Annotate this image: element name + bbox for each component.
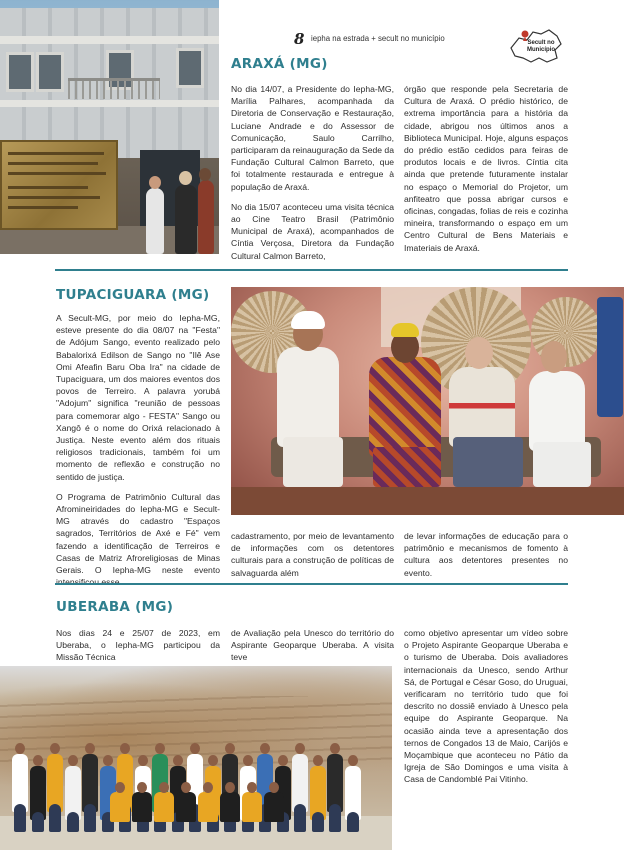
araxa-column-1 — [231, 83, 394, 270]
paragraph: de levar informações de educação para o patrimônio e mecanismos de fomento à cultura aos detentores presentes no evento. — [404, 531, 568, 578]
paragraph: como objetivo apresentar um vídeo sobre o Projeto Aspirante Geoparque Uberaba e o turismo de Uberaba. Dois avaliadores internacionais da Unesco, sendo Arthur Sá, de Portugal e César Goso, do Uruguai, verificaram no território tudo que foi descrito no dossiê enviado à Unesco pela equipe do Aspirante Geoparque. Na ocasião ainda teve a apresentação dos ternos de Congados 13 de Maio, Carijós e Moçambique que aconteceu no Pátio da Igreja de São Domingos e uma visita à Casa de Candomblé Pai Vitinho. — [404, 628, 568, 785]
tupaciguara-column-1 — [56, 312, 220, 596]
paragraph: A Secult-MG, por meio do Iepha-MG, esteve presente do dia 08/07 na "Festa" de Adójum Sango, evento realizado pelo Babalorixá Edilson de Sango no "Ilê Ase Omi Afeafin Baru Oba Ira" na cidade de Tupaciguara, um dos maiores eventos dos povos de Terreiro. A palavra yorubá "Adojum" significa "reunião de pessoas para comemorar algo - FESTA" Sango ou Xangô é o nome do Orixá relacionado à Justiça. Neste evento além dos rituais religiosos tradicionais, também foi um momento de reflexão e construção no sentido de justiça. — [56, 313, 220, 482]
section-title-tupaciguara: TUPACIGUARA (MG) — [56, 287, 210, 303]
uberaba-column-1 — [56, 627, 220, 672]
paragraph: cadastramento, por meio de levantamento de informações com os detentores culturais para a construção de políticas de salvaguarda além — [231, 531, 394, 578]
paragraph: O Programa de Patrimônio Cultural das Afromineiridades do Iepha-MG e Secult-MG através do cadastro "Espaços sagrados, Territórios de Axé e Fé" vem fazendo a identificação de Terreiros e Casas de Matriz Afroreligiosas de Minas Gerais. O Iepha-MG neste evento — [56, 491, 220, 576]
paragraph: Nos dias 24 e 25/07 de 2023, em Uberaba, o Iepha-MG participou da Missão Técnica — [56, 628, 220, 663]
section-divider — [55, 583, 568, 585]
section-title-uberaba: UBERABA (MG) — [56, 599, 174, 615]
araxa-column-2 — [404, 83, 568, 262]
paragraph: No dia 14/07, a Presidente do Iepha-MG, Marília Palhares, acompanhada da Diretoria de Conservação e Restauração, Luciane Andrade e do Assessor de Comunicação, Saulo Carrilho, participaram da reinauguração da Sede da Fundação Cultural Calmon Barreto, que foi totalmente restaurada e entregue à população de Araxá. — [231, 84, 394, 192]
uberaba-group-photo — [0, 666, 392, 850]
paragraph: No dia 15/07 aconteceu uma visita técnica ao Cine Teatro Brasil (Patrimônio Municipal de Araxá), acompanhados de Cíntia Verçosa, Diretora da Fundação Cultural Calmon Barreto, — [231, 201, 394, 261]
araxa-building-photo — [0, 0, 219, 254]
uberaba-column-2 — [231, 627, 394, 672]
running-title: iepha na estrada + secult no município — [311, 34, 445, 43]
logo-label: Secult no Município — [527, 40, 555, 53]
section-title-araxa: ARAXÁ (MG) — [231, 56, 328, 72]
paragraph: órgão que responde pela Secretaria de Cultura de Araxá. O prédio histórico, de extrema importância para a história da cidade, abrigou nos últimos anos a Biblioteca Municipal. Hoje, alguns espaços do prédio estão cedidos para feiras de produtos locais e de livros. Cíntia cita ainda que pretende futuramente instalar no espaço o Memorial do Projetor, um anfiteatro que possa abrigar cursos e oficinas, congadas, folias de reis e cozinha mineira, transformando o espaço em um Centro Cultural de Bens Materiais e Imateriais de Araxá. — [404, 84, 568, 253]
page-number: 8 — [294, 30, 305, 48]
tupaciguara-column-3 — [404, 530, 568, 587]
uberaba-column-3 — [404, 627, 568, 794]
tupaciguara-column-2 — [231, 530, 394, 587]
tupaciguara-event-photo — [231, 287, 624, 515]
paragraph: de Avaliação pela Unesco do território do Aspirante Geoparque Uberaba. A visita teve — [231, 628, 394, 663]
section-divider — [55, 269, 568, 271]
